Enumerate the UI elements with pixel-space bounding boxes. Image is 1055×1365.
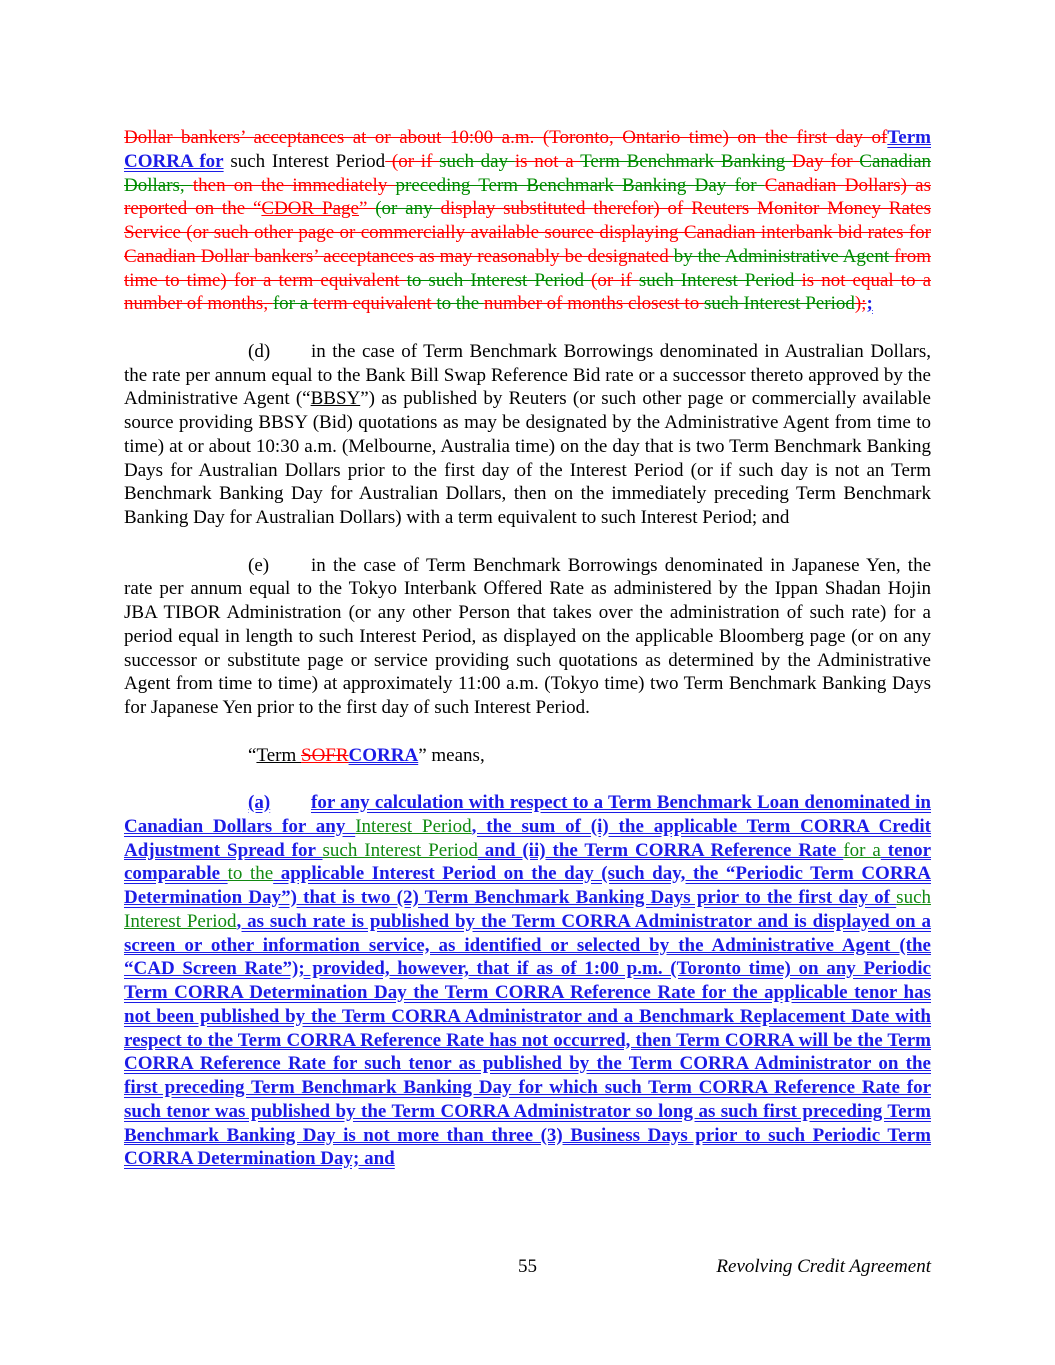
inserted-text: ; [866, 293, 873, 315]
text-run: such Interest Period [223, 150, 386, 172]
deleted-text: term equivalent [312, 293, 437, 315]
paragraph-clause-e [124, 554, 931, 720]
deleted-text: Canadian Dollars) as reported on the “ [124, 174, 931, 220]
inserted-text: CORRA [348, 744, 419, 766]
deleted-text: then on the immediately [192, 174, 396, 196]
deleted-text: (or if [385, 150, 440, 172]
deleted-text: Dollar bankers’ acceptances at or about 10:00 a.m. (Toronto, Ontario time) on the first day of [124, 127, 888, 148]
inserted-text: , as such rate is published by the Term CORRA Administrator and is displayed on a screen or other information service, as identified or selected by the Administrative Agent (the “CAD Screen Rate”); provided, however, that if as of 1:00 p.m. (Toronto time) on any Periodic Term CORRA Determination Day the Term CORRA Reference Rate for the applicable tenor has not been published by the Term CORRA Administrator and a Benchmark Replacement Date with respect to the Term CORRA Reference Rate has not occurred, then Term CORRA will be the Term CORRA Reference Rate for such tenor as published by the Term CORRA Administrator on the first preceding Term Benchmark Banking Day for which such Term CORRA Reference Rate for such tenor was published by the Term CORRA Administrator so long as such first preceding Term Benchmark Banking Day is not more than three (3) Business Days prior to such Periodic Term CORRA Determination Day; and [124, 910, 931, 1170]
deleted-text: (or if [591, 269, 639, 291]
moved-deleted-text: such day [439, 150, 515, 172]
moved-deleted-text: (or any [375, 198, 441, 220]
moved-deleted-text: by the Administrative Agent [673, 245, 895, 267]
clause-label-wrap [248, 340, 311, 364]
text-run: ” means, [418, 744, 485, 766]
text-run: in the case of Term Benchmark Borrowings denominated in Japanese Yen, the rate per annum equal to the Tokyo Interbank Offered Rate as administered by the Ippan Shadan Hojin JBA TIBOR Administration (or any other Person that takes over the administration of such rate) for a period equal in length to such Interest Period, as displayed on the applicable Bloomberg page (or on any successor or substitute page or service providing such quotations as determined by the Administrative Agent from time to time) at approximately 11:00 a.m. (Tokyo time) two Term Benchmark Banking Days for Japanese Yen prior to the first day of such Interest Period. [124, 554, 931, 718]
moved-deleted-text: such Interest Period [703, 293, 855, 315]
moved-inserted-text: such Interest Period [322, 839, 478, 861]
deleted-text: is not a [514, 150, 581, 172]
inserted-text: and (ii) the Term CORRA Reference Rate [477, 839, 844, 861]
clause-label: (a) [248, 792, 271, 813]
deleted-text: number of months closest to [483, 293, 704, 315]
moved-deleted-text: to such Interest Period [406, 269, 592, 291]
clause-label-wrap [248, 554, 311, 578]
moved-deleted-text: Canadian Dollars, [124, 150, 932, 196]
deleted-text: SOFR [301, 744, 349, 766]
deleted-text: display substituted therefor) of Reuters Monitor Money Rates Service (or such other page or commercially available source displaying Canadian interbank bid rates for Canadian Dollar bankers’ acceptances as may reasonably be designated [124, 198, 932, 267]
deleted-text: ); [854, 293, 867, 315]
deleted-text: from time to time) for a term equivalent [124, 245, 932, 291]
deleted-text: CDOR Page [261, 198, 359, 220]
deleted-text: ” [358, 198, 376, 220]
moved-deleted-text: to the [436, 293, 484, 315]
deleted-text: Day for [792, 150, 860, 172]
clause-label-wrap [248, 791, 311, 815]
document-title: Revolving Credit Agreement [716, 1256, 931, 1277]
moved-inserted-text: such Interest Period [124, 887, 931, 932]
text-run: ”) as published by Reuters (or such other page or commercially available source providing BBSY (Bid) quotations as may be designated by the Administrative Agent from time to time) at or about 10:30 a.m. (Melbourne, Australia time) on the day that is two Term Benchmark Banking Days for Australian Dollars prior to the first day of the Interest Period (or if such day is not an Term Benchmark Banking Day for Australian Dollars, then on the immediately preceding Term Benchmark Banking Day for Australian Dollars) with a term equivalent to such Interest Period; and [124, 388, 931, 528]
moved-inserted-text: to the [227, 863, 274, 885]
page-number: 55 [518, 1256, 537, 1277]
moved-deleted-text: for a [272, 293, 313, 315]
clause-label: (d) [248, 340, 271, 362]
paragraph-cdor-tail [124, 126, 931, 316]
deleted-text: is not equal to a number of months, [124, 269, 932, 315]
underlined-text: Term [256, 744, 302, 766]
moved-deleted-text: Term Benchmark Banking [580, 150, 793, 172]
moved-deleted-text: preceding Term Benchmark Banking Day for [395, 174, 765, 196]
inserted-text: tenor comparable [124, 839, 932, 885]
moved-inserted-text: for a [843, 839, 881, 861]
paragraph-term-corra-heading [124, 744, 931, 768]
document-body [124, 126, 931, 1195]
moved-deleted-text: such Interest Period [638, 269, 802, 291]
paragraph-clause-a [124, 791, 931, 1171]
paragraph-clause-d [124, 340, 931, 530]
inserted-text: Term CORRA for [124, 127, 931, 172]
clause-label: (e) [248, 554, 270, 576]
inserted-text: for any calculation with respect to a Term Benchmark Loan denominated in Canadian Dollars for any [124, 792, 931, 837]
text-run: “ [248, 744, 257, 766]
inserted-text: applicable Interest Period on the day (such day, the “Periodic Term CORRA Determination Day”) that is two (2) Term Benchmark Banking Days prior to the first day of [124, 863, 931, 908]
inserted-text: , the sum of (i) the applicable Term CORRA Credit Adjustment Spread for [124, 815, 932, 861]
underlined-text: BBSY [310, 388, 361, 410]
moved-inserted-text: Interest Period [355, 815, 472, 837]
text-run: in the case of Term Benchmark Borrowings denominated in Australian Dollars, the rate per annum equal to the Bank Bill Swap Reference Bid rate or a successor thereto approved by the Administrative Agent (“ [124, 340, 931, 410]
